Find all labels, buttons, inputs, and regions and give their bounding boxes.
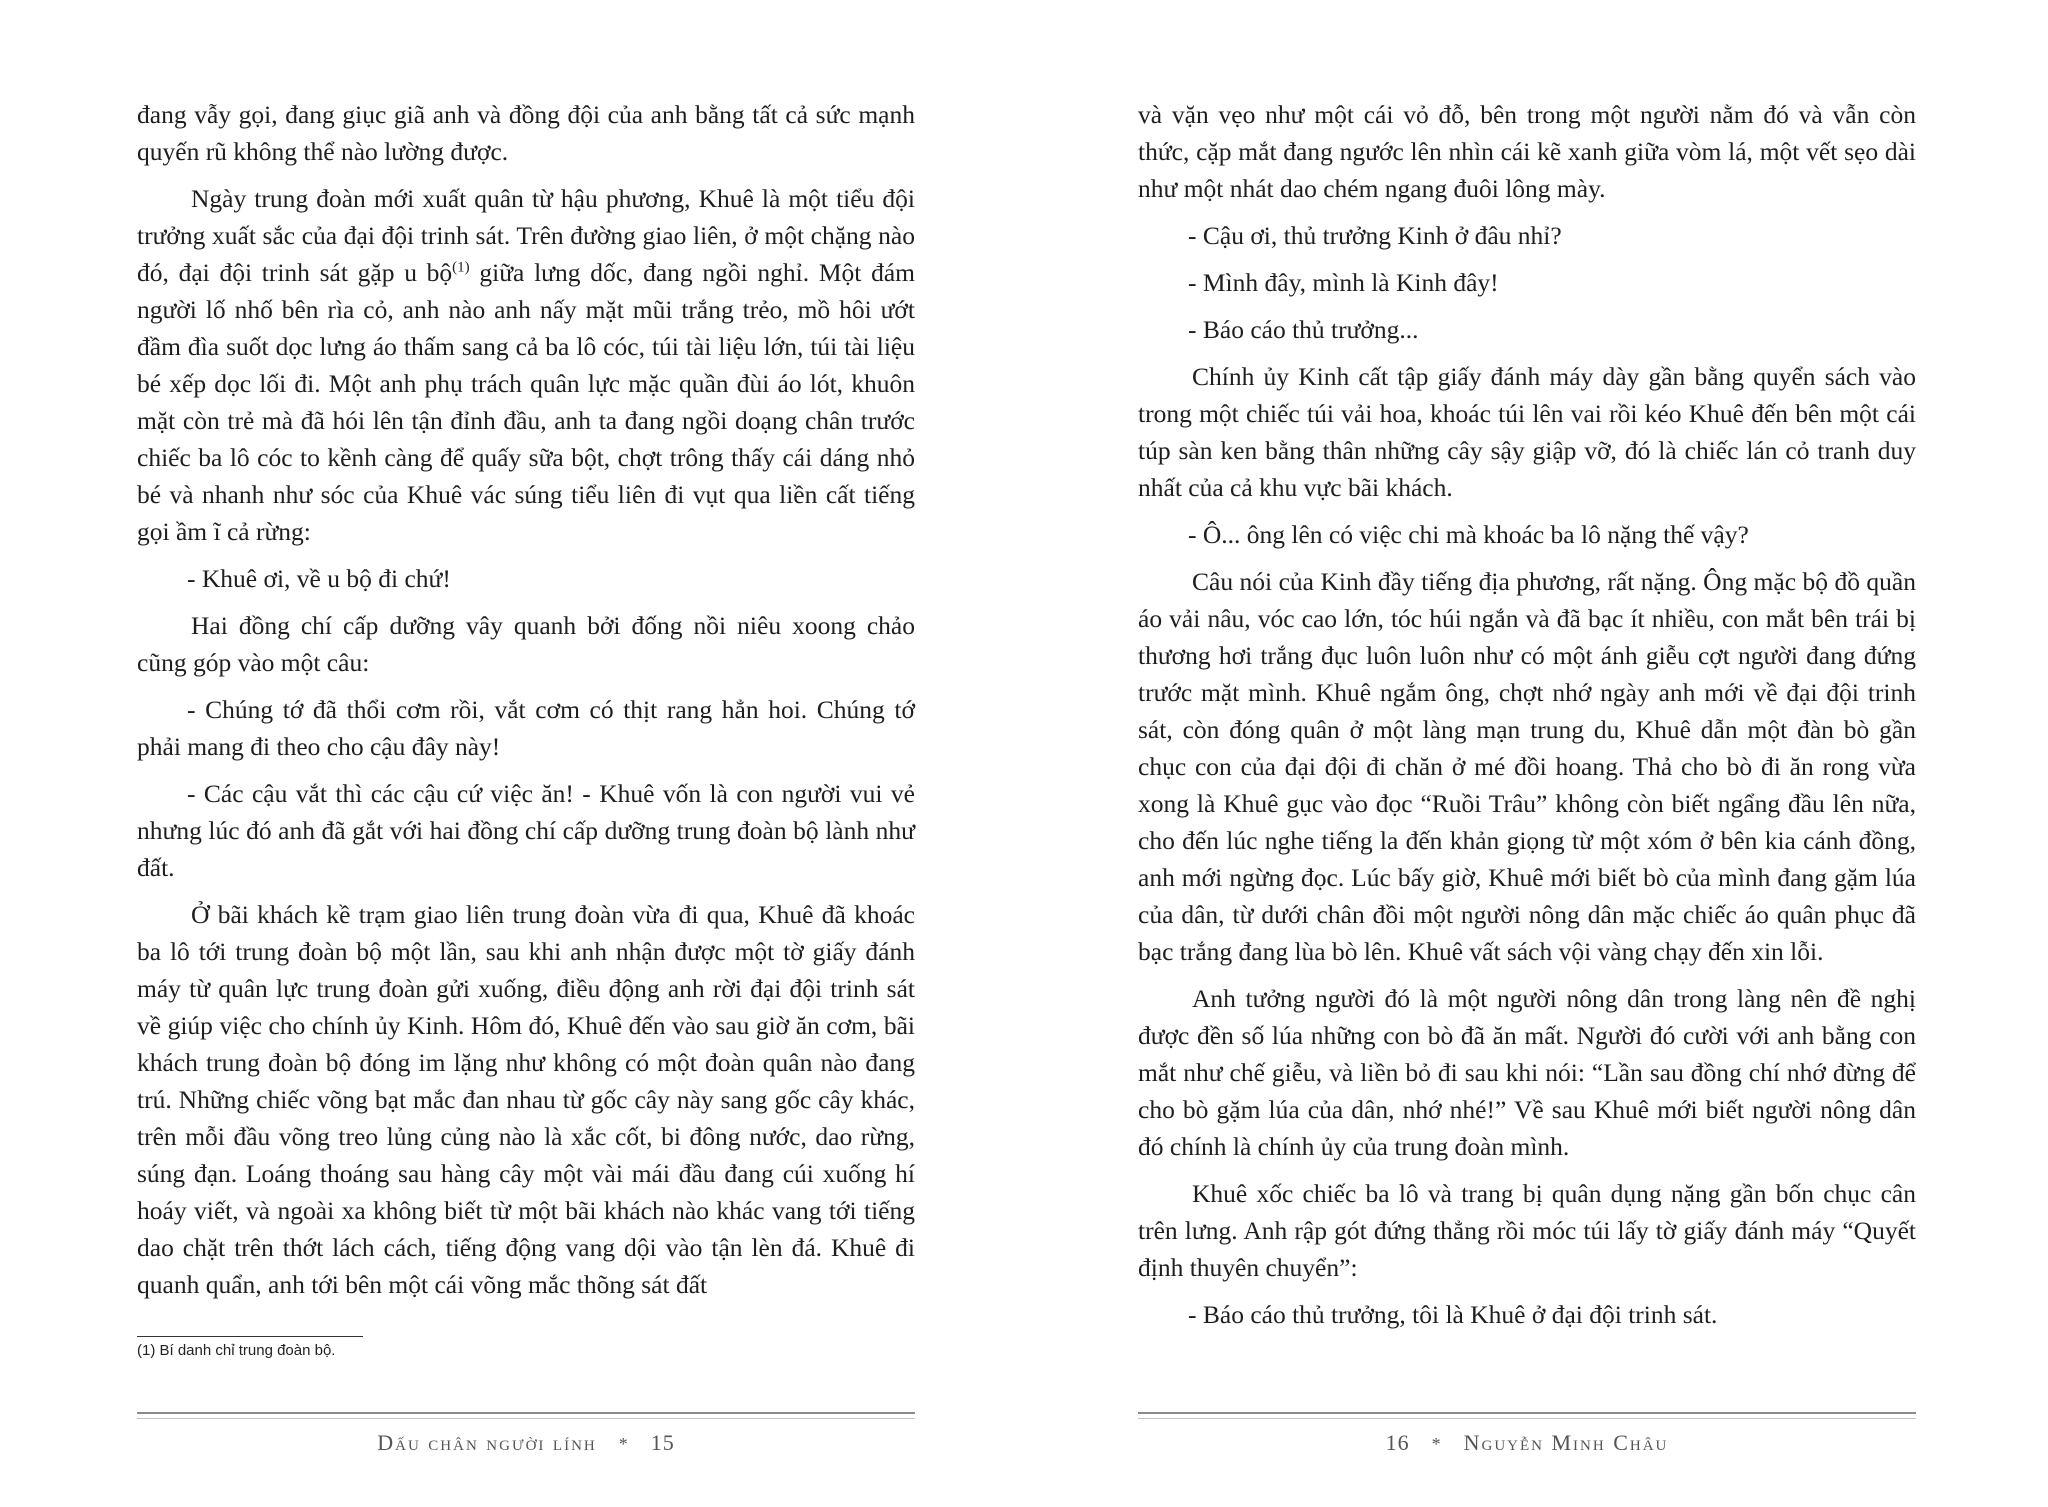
right-footer-rule (1138, 1412, 1916, 1414)
left-paragraph-1: đang vẫy gọi, đang giục giã anh và đồng đội của anh bằng tất cả sức mạnh quyến rũ không thể nào lường được. (137, 100, 915, 166)
left-footer-rule (137, 1412, 915, 1414)
right-paragraph-6: - Ô... ông lên có việc chi mà khoác ba lô nặng thế vậy? (1188, 520, 1749, 549)
page-number-right: 16 (1385, 1430, 1410, 1455)
running-title-book: Dấu chân người lính (377, 1430, 597, 1455)
left-page (137, 0, 915, 1507)
right-paragraph-9: Khuê xốc chiếc ba lô và trang bị quân dụng nặng gần bốn chục cân trên lưng. Anh rập gót đứng thẳng rồi móc túi lấy tờ giấy đánh máy “Quyết định thuyên chuyển”: (1138, 1179, 1916, 1282)
right-running-footer (1138, 1430, 1916, 1456)
footnote-rule (137, 1336, 363, 1337)
right-paragraph-7: Câu nói của Kinh đầy tiếng địa phương, rất nặng. Ông mặc bộ đồ quần áo vải nâu, vóc cao lớn, tóc húi ngắn và đã bạc ít nhiều, con mắt bên trái bị thương hơi trắng đục luôn luôn như có một ánh giễu cợt người đang đứng trước mặt mình. Khuê ngắm ông, chợt nhớ ngày anh mới về đại đội trinh sát, còn đóng quân ở một làng mạn trung du, Khuê dẫn một đàn bò gần chục con của đại đội đi chăn ở mé đồi hoang. Thả cho bò đi ăn rong vừa xong là Khuê gục vào đọc “Ruồi Trâu” không còn biết ngẩng đầu lên nữa, cho đến lúc nghe tiếng la đến khản giọng từ một xóm ở bên kia cánh đồng, anh mới ngừng đọc. Lúc bấy giờ, Khuê mới biết bò của mình đang gặm lúa của dân, từ dưới chân đồi một người nông dân mặc chiếc áo quân phục đã bạc trắng đang lùa bò lên. Khuê vất sách vội vàng chạy đến xin lỗi. (1138, 567, 1916, 966)
right-paragraph-8: Anh tưởng người đó là một người nông dân trong làng nên đề nghị được đền số lúa những con bò đã ăn mất. Người đó cười với anh bằng con mắt như chế giễu, và liền bỏ đi sau khi nói: “Lần sau đồng chí nhớ đừng để cho bò gặm lúa của dân, nhớ nhé!” Về sau Khuê mới biết người nông dân đó chính là chính ủy của trung đoàn mình. (1138, 984, 1916, 1161)
page-number-left: 15 (650, 1430, 675, 1455)
right-page (1138, 0, 1916, 1507)
footnote: (1) Bí danh chỉ trung đoàn bộ. (137, 1342, 336, 1359)
right-paragraph-5: Chính ủy Kinh cất tập giấy đánh máy dày gần bằng quyển sách vào trong một chiếc túi vải hoa, khoác túi lên vai rồi kéo Khuê đến bên một cái túp sàn ken bằng thân những cây sậy giập vỡ, đó là chiếc lán cỏ tranh duy nhất của cả khu vực bãi khách. (1138, 362, 1916, 502)
left-paragraph-2 (137, 180, 915, 550)
left-paragraph-7: Ở bãi khách kề trạm giao liên trung đoàn vừa đi qua, Khuê đã khoác ba lô tới trung đoàn bộ một lần, sau khi anh nhận được một tờ giấy đánh máy từ quân lực trung đoàn gửi xuống, điều động anh rời đại đội trinh sát về giúp việc cho chính ủy Kinh. Hôm đó, Khuê đến vào sau giờ ăn cơm, bãi khách trung đoàn bộ đóng im lặng như không có một đoàn quân nào đang trú. Những chiếc võng bạt mắc đan nhau từ gốc cây này sang gốc cây khác, trên mỗi đầu võng treo lủng củng nào là xắc cốt, bi đông nước, dao rừng, súng đạn. Loáng thoáng sau hàng cây một vài mái đầu đang cúi xuống hí hoáy viết, và ngoài xa không biết từ một bãi khách nào khác vang tới tiếng dao chặt trên thớt lách cách, tiếng động vang dội vào tận lèn đá. Khuê đi quanh quẩn, anh tới bên một cái võng mắc thõng sát đất (137, 900, 915, 1299)
left-paragraph-3: - Khuê ơi, về u bộ đi chứ! (187, 564, 451, 593)
left-paragraph-6: - Các cậu vắt thì các cậu cứ việc ăn! - Khuê vốn là con người vui vẻ nhưng lúc đó anh đã gắt với hai đồng chí cấp dưỡng trung đoàn bộ lành như đất. (137, 779, 915, 882)
footnote-marker[interactable]: (1) (452, 259, 470, 276)
right-paragraph-2: - Cậu ơi, thủ trưởng Kinh ở đâu nhỉ? (1188, 221, 1562, 250)
star-separator: * (618, 1434, 629, 1454)
right-paragraph-1: và vặn vẹo như một cái vỏ đỗ, bên trong một người nằm đó và vẫn còn thức, cặp mắt đang ngước lên nhìn cái kẽ xanh giữa vòm lá, một vết sẹo dài như một nhát dao chém ngang đuôi lông mày. (1138, 100, 1916, 203)
left-footer-rule-thin (137, 1418, 915, 1419)
right-footer-rule-thin (1138, 1418, 1916, 1419)
running-title-author: Nguyễn Minh Châu (1463, 1430, 1669, 1455)
left-paragraph-2-start: Ngày trung đoàn mới xuất quân từ hậu phương, Khuê là một tiểu đội trưởng xuất sắc của đại đội trinh sát. Trên đường giao liên, ở một chặng nào đó, đại đội trinh sát gặp u bộ (137, 184, 915, 287)
left-paragraph-2-end: giữa lưng dốc, đang ngồi nghỉ. Một đám người lố nhố bên rìa cỏ, anh nào anh nấy mặt mũi trắng trẻo, mồ hôi ướt đầm đìa suốt dọc lưng áo thấm sang cả ba lô cóc, túi tài liệu lớn, túi tài liệu bé xếp dọc lối đi. Một anh phụ trách quân lực mặc quần đùi áo lót, khuôn mặt còn trẻ mà đã hói lên tận đỉnh đầu, anh ta đang ngồi doạng chân trước chiếc ba lô cóc to kềnh càng để quấy sữa bột, chợt trông thấy cái dáng nhỏ bé và nhanh như sóc của Khuê vác súng tiểu liên đi vụt qua liền cất tiếng gọi ầm ĩ cả rừng: (137, 258, 915, 546)
star-separator: * (1431, 1434, 1442, 1454)
left-paragraph-4: Hai đồng chí cấp dưỡng vây quanh bởi đống nồi niêu xoong chảo cũng góp vào một câu: (137, 611, 915, 677)
left-body-text (137, 96, 915, 1313)
right-paragraph-4: - Báo cáo thủ trưởng... (1188, 315, 1419, 344)
right-paragraph-10: - Báo cáo thủ trưởng, tôi là Khuê ở đại đội trinh sát. (1188, 1300, 1718, 1329)
left-running-footer (137, 1430, 915, 1456)
right-paragraph-3: - Mình đây, mình là Kinh đây! (1188, 268, 1499, 297)
left-paragraph-5: - Chúng tớ đã thổi cơm rồi, vắt cơm có thịt rang hẳn hoi. Chúng tớ phải mang đi theo cho cậu đây này! (137, 695, 915, 761)
right-body-text (1138, 96, 1916, 1343)
